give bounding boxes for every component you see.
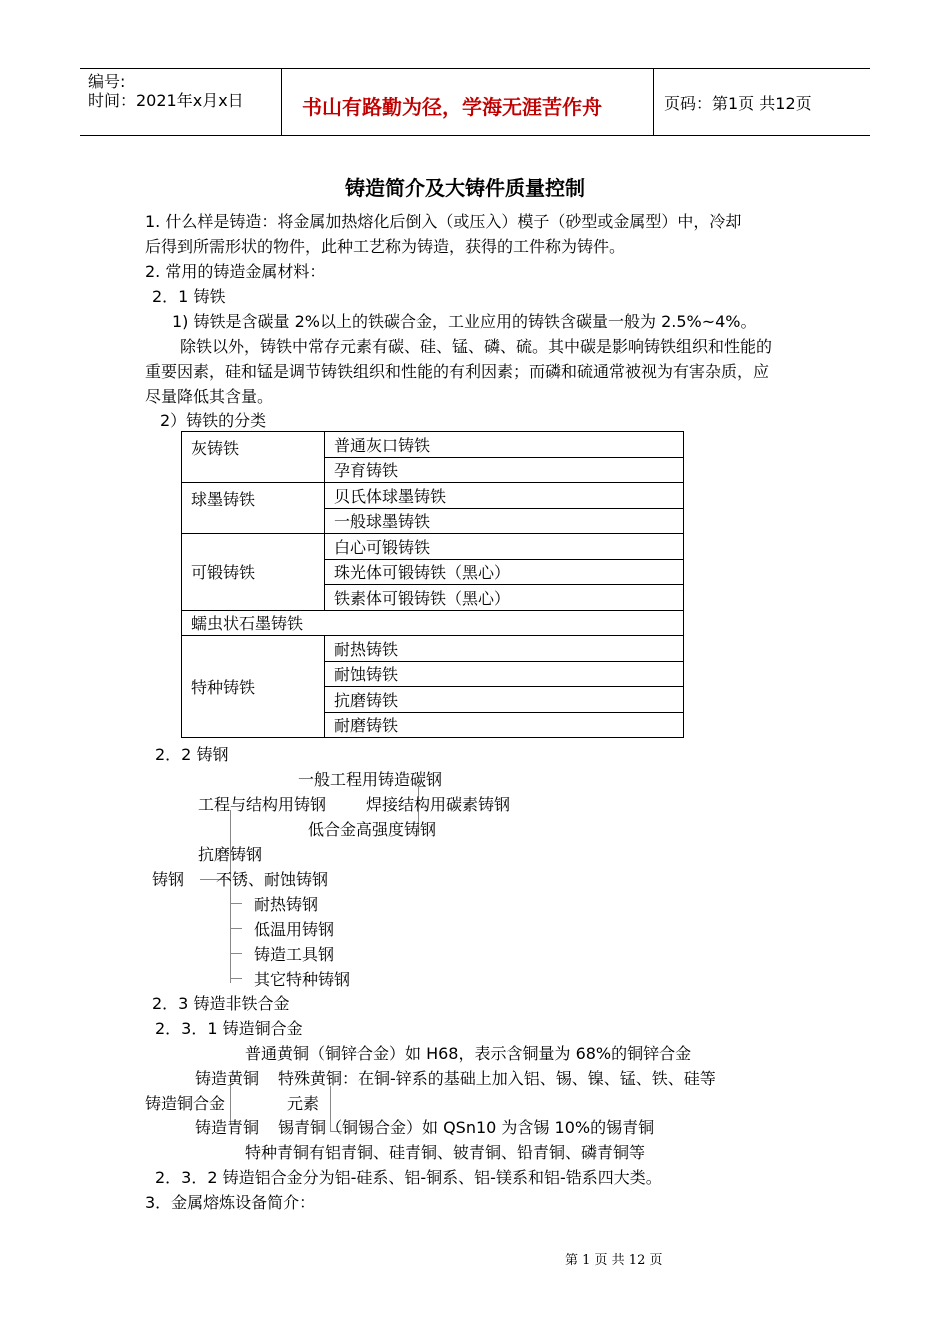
table-cell: 球墨铸铁: [182, 483, 325, 534]
table-cell: 贝氏体球墨铸铁: [325, 483, 684, 509]
section-2-1-item-1: 1) 铸铁是含碳量 2%以上的铁碳合金，工业应用的铸铁含碳量一般为 2.5%~4%。: [172, 312, 757, 331]
steel-tick-heat: [230, 903, 242, 904]
motto: 书山有路勤为径，学海无涯苦作舟: [302, 95, 602, 119]
table-cell: 耐磨铸铁: [325, 712, 684, 738]
table-row: [182, 636, 684, 662]
steel-heat: 耐热铸钢: [254, 895, 319, 914]
table-cell: 可锻铸铁: [182, 534, 325, 611]
steel-root: 铸钢: [152, 870, 185, 889]
copper-special-brass: 特殊黄铜：在铜-锌系的基础上加入铝、锡、镍、锰、铁、硅等: [278, 1069, 716, 1088]
table-row: [182, 483, 684, 509]
section-2-1: 2．1 铸铁: [152, 287, 226, 306]
table-cell: 普通灰口铸铁: [325, 432, 684, 458]
steel-hsla: 低合金高强度铸钢: [308, 820, 437, 839]
table-cell: 灰铸铁: [182, 432, 325, 483]
table-cell: 耐蚀铸铁: [325, 661, 684, 687]
copper-element: 元素: [287, 1094, 320, 1113]
steel-tick-tool: [230, 953, 242, 954]
section-2-1-para-line-2: 重要因素，硅和锰是调节铸铁组织和性能的有利因素；而磷和硫通常被视为有害杂质，应: [145, 362, 770, 381]
copper-root: 铸造铜合金: [145, 1094, 226, 1113]
paragraph-2: 2. 常用的铸造金属材料：: [145, 262, 326, 281]
section-3: 3．金属熔炼设备简介：: [145, 1193, 316, 1212]
copper-ordinary-brass: 普通黄铜（铜锌合金）如 H68，表示含铜量为 68%的铜锌合金: [245, 1044, 692, 1063]
steel-tool: 铸造工具钢: [254, 945, 335, 964]
table-cell: 珠光体可锻铸铁（黑心）: [325, 559, 684, 585]
steel-structural: 工程与结构用铸钢: [198, 795, 327, 814]
steel-lowtemp: 低温用铸钢: [254, 920, 335, 939]
section-2-1-item-2: 2）铸铁的分类: [160, 411, 267, 430]
section-2-3-2: 2．3．2 铸造铝合金分为铝-硅系、铝-铜系、铝-镁系和铝-锆系四大类。: [155, 1168, 662, 1187]
header-divider-right: [653, 68, 654, 135]
steel-stainless: 不锈、耐蚀铸钢: [216, 870, 329, 889]
steel-tick-other: [230, 978, 242, 979]
section-2-1-para-line-1: 除铁以外，铸铁中常存元素有碳、硅、锰、磷、硫。其中碳是影响铸铁组织和性能的: [180, 337, 773, 356]
table-row: [182, 432, 684, 458]
copper-special-bronze: 特种青铜有铝青铜、硅青铜、铍青铜、铅青铜、磷青铜等: [245, 1143, 646, 1162]
table-cell: 孕育铸铁: [325, 457, 684, 483]
page-footer: 第 1 页 共 12 页: [565, 1253, 663, 1268]
table-cell: 耐热铸铁: [325, 636, 684, 662]
time-label: 时间：2021年x月x日: [88, 91, 244, 110]
header-divider-left: [281, 68, 282, 135]
header-bottom-rule: [80, 135, 870, 136]
table-row: [182, 610, 684, 636]
table-cell: 白心可锻铸铁: [325, 534, 684, 560]
steel-weld: 焊接结构用碳素铸钢: [366, 795, 511, 814]
number-label: 编号:: [88, 72, 126, 91]
copper-cast-bronze: 铸造青铜: [195, 1118, 260, 1137]
section-2-1-para-line-3: 尽量降低其含量。: [145, 387, 274, 406]
steel-tick-lowtemp: [230, 928, 242, 929]
table-cell: 蠕虫状石墨铸铁: [182, 610, 684, 636]
table-cell: 抗磨铸铁: [325, 687, 684, 713]
paragraph-1-line-1: 1. 什么样是铸造：将金属加热熔化后倒入（或压入）模子（砂型或金属型）中，冷却: [145, 212, 742, 231]
table-row: [182, 534, 684, 560]
header-top-rule: [80, 68, 870, 69]
section-2-3-1: 2．3．1 铸造铜合金: [155, 1019, 303, 1038]
cast-iron-table: [181, 431, 684, 738]
table-cell: 一般球墨铸铁: [325, 508, 684, 534]
paragraph-1-line-2: 后得到所需形状的物件，此种工艺称为铸造，获得的工件称为铸件。: [145, 237, 626, 256]
steel-bracket-main: [230, 810, 231, 983]
copper-cast-brass: 铸造黄铜: [195, 1069, 260, 1088]
steel-other: 其它特种铸钢: [254, 970, 351, 989]
page-info: 页码：第1页 共12页: [664, 94, 812, 113]
table-cell: 特种铸铁: [182, 636, 325, 738]
steel-wear: 抗磨铸钢: [198, 845, 263, 864]
copper-tin-bronze: 锡青铜（铜锡合金）如 QSn10 为含锡 10%的锡青铜: [278, 1118, 655, 1137]
page-title: 铸造简介及大铸件质量控制: [345, 176, 585, 200]
section-2-3: 2．3 铸造非铁合金: [152, 994, 290, 1013]
table-cell: 铁素体可锻铸铁（黑心）: [325, 585, 684, 611]
section-2-2: 2．2 铸钢: [155, 745, 229, 764]
steel-general: 一般工程用铸造碳钢: [298, 770, 443, 789]
